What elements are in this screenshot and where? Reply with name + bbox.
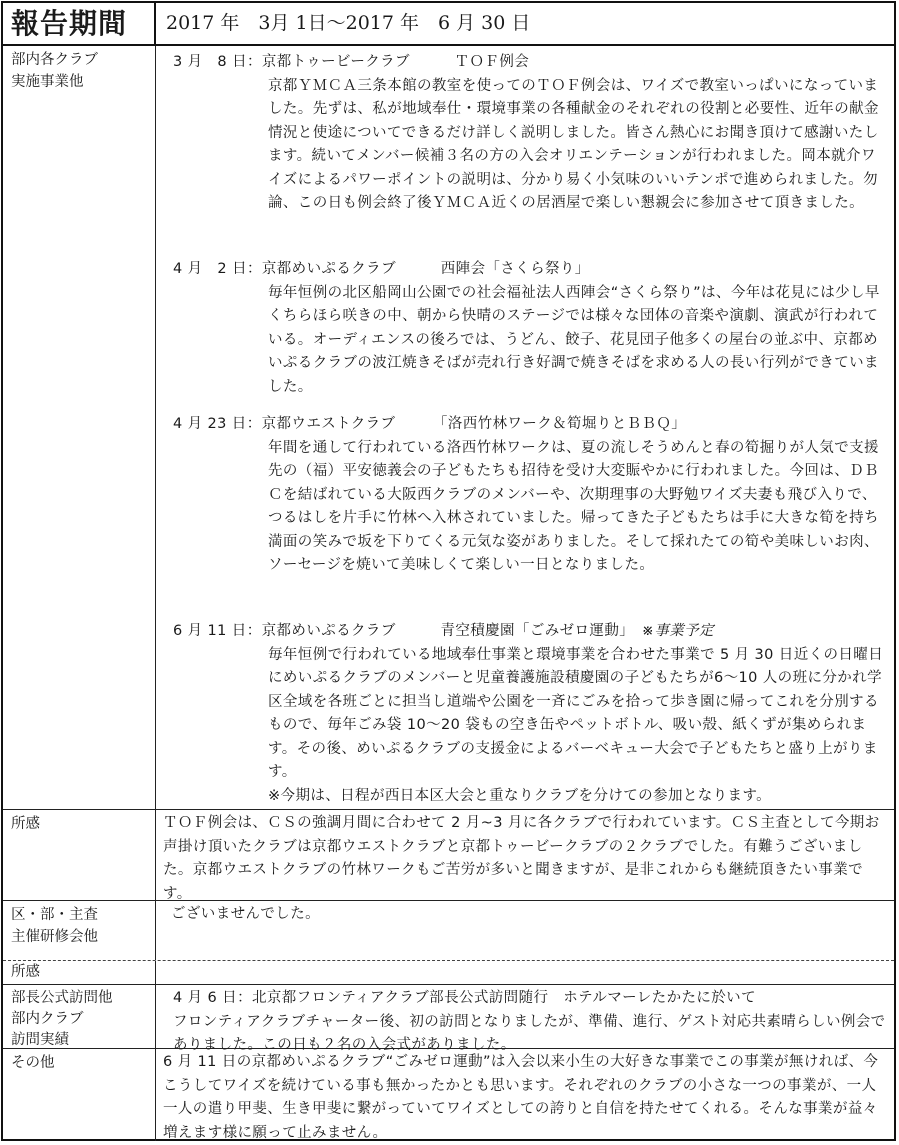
label-line: 部内クラブ	[11, 1011, 84, 1027]
report-period-row	[3, 3, 894, 46]
impressions-text: ＴＯＦ例会は、ＣＳの強調月間に合わせて 2 月~3 月に各クラブで行われています。ＣＳ主査として今期お声掛け頂いたクラブは京都ウエストクラブと京都トゥービークラブの２クラブでした。有難うございました。京都ウエストクラブの竹林ワークもご苦労が多いと聞きますが、是非これからも継続頂きたい事業です。	[163, 815, 880, 902]
event-header: 3 月 8 日：京都トゥービークラブ ＴＯＦ例会	[173, 54, 530, 70]
label-line: 区・部・主査	[11, 907, 98, 923]
label-line: 部長公式訪問他	[11, 990, 113, 1006]
event-title: 西陣会「さくら祭り」	[440, 261, 590, 277]
official-visit-first-line: 4 月 6 日：北京都フロンティアクラブ部長公式訪問随行 ホテルマーレたかたに於いて	[173, 990, 756, 1006]
other-label: その他	[3, 1049, 156, 1141]
event-title: 青空積慶園「ごみゼロ運動」	[440, 623, 627, 639]
event-date: 3 月 8 日	[173, 54, 247, 70]
event-body: 京都ＹＭＣＡ三条本館の教室を使ってのＴＯＦ例会は、ワイズで教室いっぱいになっていました。先ずは、私が地域奉仕・環境事業の各種献金のそれぞれの役割と必要性、近年の献金情況と使途についてできるだけ詳しく説明しました。皆さん熱心にお聞き頂けて感謝いたします。続いてメンバー候補３名の方の入会オリエンテーションが行われました。岡本就介ワイズによるパワーポイントの説明は、分かり易く小気味のいいテンポで進められました。勿論、この日も例会終了後ＹＭＣＡ近くの居酒屋で楽しい懇親会に参加させて頂きました。	[268, 77, 879, 211]
label-line: 部内各クラブ	[11, 52, 98, 68]
label-line: 訪問実績	[11, 1032, 69, 1048]
official-visit-row	[3, 985, 894, 1053]
event-body: 年間を通して行われている洛西竹林ワークは、夏の流しそうめんと春の筍掘りが人気で支援先の（福）平安徳義会の子どもたちも招待を受け大変賑やかに行われました。今回は、ＤＢＣを結ばれている大阪西クラブのメンバーや、次期理事の大野勉ワイズ夫妻も飛び入りで、つるはしを片手に竹林へ入林されていました。帰ってきた子どもたちは手に大きな筍を持ち満面の笑みで坂を下りてくる元気な姿がありました。そして採れたての筍や美味しいお肉、ソーセージを焼いて美味しくて楽しい一日となりました。	[268, 439, 879, 573]
event-date: 4 月 2 日	[173, 261, 247, 277]
event-extra-note: ※今期は、日程が西日本区大会と重なりクラブを分けての参加となります。	[268, 787, 772, 804]
impressions2-row	[3, 961, 894, 985]
event-header: 6 月 11 日：京都めいぷるクラブ 青空積慶園「ごみゼロ運動」 ※事業予定	[173, 623, 714, 639]
report-period-value: 2017 年 3月 1日～2017 年 6 月 30 日	[166, 12, 531, 34]
event-club: 京都めいぷるクラブ	[261, 261, 396, 277]
report-period-label: 報告期間	[3, 3, 156, 44]
event-header: 4 月 23 日：京都ウエストクラブ 「洛西竹林ワーク＆筍堀りとＢＢＱ」	[173, 416, 687, 432]
event-entry	[173, 258, 888, 399]
event-club: 京都トゥービークラブ	[261, 54, 410, 70]
event-entry	[173, 51, 888, 216]
event-note: ※事業予定	[641, 623, 714, 639]
impressions-row	[3, 810, 894, 901]
event-club: 京都めいぷるクラブ	[261, 623, 396, 639]
event-date: 6 月 11 日	[173, 623, 247, 639]
official-visit-content	[173, 987, 886, 1058]
club-events-label	[3, 46, 156, 809]
other-row	[3, 1049, 894, 1141]
impressions2-label: 所感	[3, 961, 156, 984]
official-visit-body: フロンティアクラブチャーター後、初の訪問となりましたが、準備、進行、ゲスト対応共素晴らしい例会でありました。この日も２名の入会式がありました。	[173, 1013, 886, 1053]
seminar-label	[3, 901, 156, 960]
label-line: 実施事業他	[11, 74, 84, 90]
event-entry	[173, 413, 888, 578]
event-body: 毎年恒例で行われている地域奉仕事業と環境事業を合わせた事業で 5 月 30 日近くの日曜日にめいぷるクラブのメンバーと児童養護施設積慶園の子どもたちが6～10 人の班に分かれ学区全域を各班ごとに担当し道端や公園を一斉にごみを拾って歩き園に帰ってこれを分別するもので、毎年ごみ袋 10～20 袋もの空き缶やペットボトル、吸い殻、紙くずが集められます。その後、めいぷるクラブの支援金によるバーベキュー大会で子どもたちと盛り上がります。 ※今期は、日程が西日本区大会と重なりクラブを分けての参加となります。	[173, 644, 888, 809]
other-text: 6 月 11 日の京都めいぷるクラブ“ごみゼロ運動”は入会以来小生の大好きな事業でこの事業が無ければ、今こうしてワイズを続けている事も無かったかとも思います。それぞれのクラブの小さな一つの事業が、一人一人の遣り甲斐、生き甲斐に繋がっていてワイズとしての誇りと自信を持たせてくれる。そんな事業が益々増えます様に願って止みません。	[163, 1054, 879, 1141]
event-club: 京都ウエストクラブ	[261, 416, 396, 432]
label-line: 主催研修会他	[11, 929, 98, 945]
event-entry	[173, 620, 888, 808]
club-events-row	[3, 46, 894, 810]
seminar-text: ございませんでした。	[171, 906, 320, 922]
event-header: 4 月 2 日：京都めいぷるクラブ 西陣会「さくら祭り」	[173, 261, 590, 277]
event-title: 「洛西竹林ワーク＆筍堀りとＢＢＱ」	[440, 416, 687, 432]
impressions-label: 所感	[3, 810, 156, 900]
event-title: ＴＯＦ例会	[454, 54, 530, 70]
seminar-row	[3, 901, 894, 961]
official-visit-label	[3, 985, 156, 1048]
report-sheet	[1, 1, 896, 1141]
event-date: 4 月 23 日	[173, 416, 247, 432]
event-body: 毎年恒例の北区船岡山公園での社会福祉法人西陣会“さくら祭り”は、今年は花見には少し早くちらほら咲きの中、朝から快晴のステージでは様々な団体の音楽や演劇、演武が行われている。オーディエンスの後ろでは、うどん、餃子、花見団子他多くの屋台の並ぶ中、京都めいぷるクラブの波江焼きそばが売れ行き好調で焼きそばを求める人の長い行列ができていました。	[268, 284, 880, 395]
